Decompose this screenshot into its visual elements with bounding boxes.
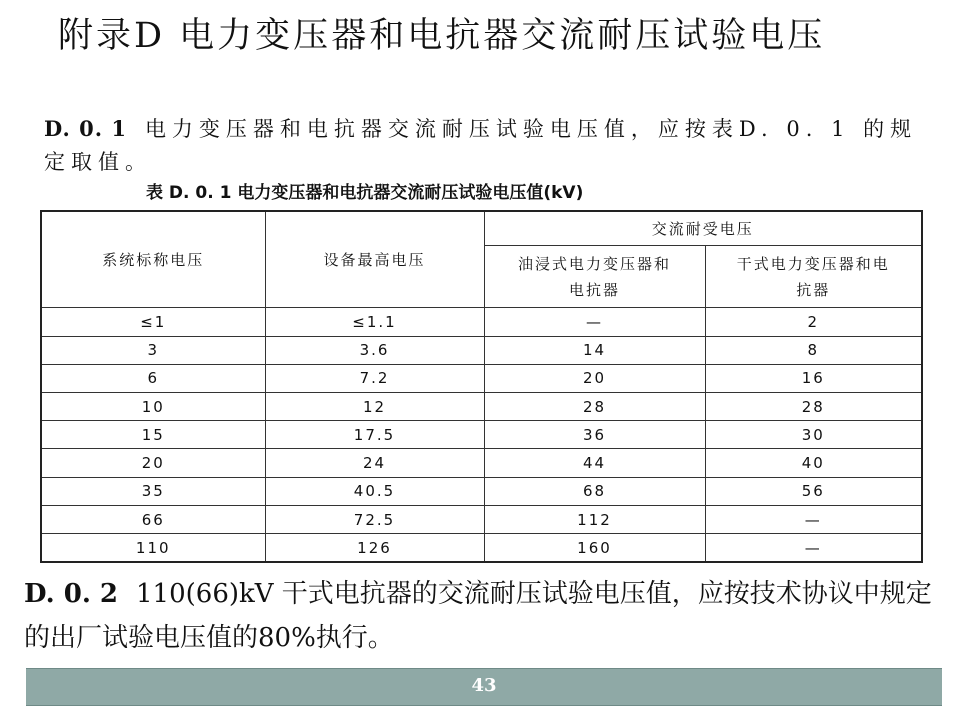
section-text: 电力变压器和电抗器交流耐压试验电压值，应按表D. 0. 1 的规定取值。 bbox=[44, 117, 918, 174]
cell-nominal-voltage: 110 bbox=[41, 534, 265, 562]
cell-oil-immersed: 44 bbox=[484, 449, 705, 477]
header-dry-type: 干式电力变压器和电抗器 bbox=[705, 245, 922, 308]
table-row bbox=[41, 505, 922, 533]
cell-dry-type: 2 bbox=[705, 308, 922, 336]
cell-max-voltage: 126 bbox=[265, 534, 484, 562]
cell-oil-immersed: — bbox=[484, 308, 705, 336]
cell-nominal-voltage: 15 bbox=[41, 421, 265, 449]
cell-oil-immersed: 68 bbox=[484, 477, 705, 505]
cell-max-voltage: ≤1.1 bbox=[265, 308, 484, 336]
voltage-table bbox=[40, 210, 923, 563]
cell-oil-immersed: 28 bbox=[484, 393, 705, 421]
cell-max-voltage: 72.5 bbox=[265, 505, 484, 533]
header-max-voltage: 设备最高电压 bbox=[265, 211, 484, 308]
header-oil-immersed: 油浸式电力变压器和电抗器 bbox=[484, 245, 705, 308]
table-row bbox=[41, 421, 922, 449]
header-nominal-voltage: 系统标称电压 bbox=[41, 211, 265, 308]
cell-dry-type: 16 bbox=[705, 364, 922, 392]
cell-nominal-voltage: 20 bbox=[41, 449, 265, 477]
table-row bbox=[41, 336, 922, 364]
cell-max-voltage: 24 bbox=[265, 449, 484, 477]
cell-dry-type: 56 bbox=[705, 477, 922, 505]
table-row bbox=[41, 308, 922, 336]
cell-dry-type: — bbox=[705, 505, 922, 533]
header-ac-withstand: 交流耐受电压 bbox=[484, 211, 922, 245]
cell-dry-type: 8 bbox=[705, 336, 922, 364]
cell-max-voltage: 7.2 bbox=[265, 364, 484, 392]
cell-dry-type: 30 bbox=[705, 421, 922, 449]
section-number: D. 0. 1 bbox=[44, 116, 127, 141]
cell-oil-immersed: 14 bbox=[484, 336, 705, 364]
section-d01 bbox=[44, 112, 934, 179]
cell-oil-immersed: 36 bbox=[484, 421, 705, 449]
table-caption: 表 D. 0. 1 电力变压器和电抗器交流耐压试验电压值(kV) bbox=[146, 183, 584, 203]
cell-dry-type: — bbox=[705, 534, 922, 562]
section-text: 110(66)kV 干式电抗器的交流耐压试验电压值，应按技术协议中规定的出厂试验电压值的80%执行。 bbox=[24, 579, 932, 653]
cell-max-voltage: 17.5 bbox=[265, 421, 484, 449]
section-d02 bbox=[24, 572, 944, 660]
cell-nominal-voltage: 3 bbox=[41, 336, 265, 364]
cell-max-voltage: 3.6 bbox=[265, 336, 484, 364]
cell-dry-type: 28 bbox=[705, 393, 922, 421]
cell-max-voltage: 12 bbox=[265, 393, 484, 421]
cell-dry-type: 40 bbox=[705, 449, 922, 477]
footer-bar bbox=[26, 668, 942, 706]
table-row bbox=[41, 534, 922, 562]
cell-oil-immersed: 112 bbox=[484, 505, 705, 533]
page-number: 43 bbox=[471, 675, 497, 696]
cell-nominal-voltage: 10 bbox=[41, 393, 265, 421]
table-row bbox=[41, 393, 922, 421]
table-row bbox=[41, 364, 922, 392]
cell-nominal-voltage: 6 bbox=[41, 364, 265, 392]
page-title: 附录D 电力变压器和电抗器交流耐压试验电压 bbox=[58, 16, 826, 56]
section-number: D. 0. 2 bbox=[24, 579, 119, 609]
cell-oil-immersed: 20 bbox=[484, 364, 705, 392]
cell-nominal-voltage: 66 bbox=[41, 505, 265, 533]
table-row bbox=[41, 477, 922, 505]
cell-nominal-voltage: 35 bbox=[41, 477, 265, 505]
cell-max-voltage: 40.5 bbox=[265, 477, 484, 505]
cell-oil-immersed: 160 bbox=[484, 534, 705, 562]
table-row bbox=[41, 449, 922, 477]
cell-nominal-voltage: ≤1 bbox=[41, 308, 265, 336]
